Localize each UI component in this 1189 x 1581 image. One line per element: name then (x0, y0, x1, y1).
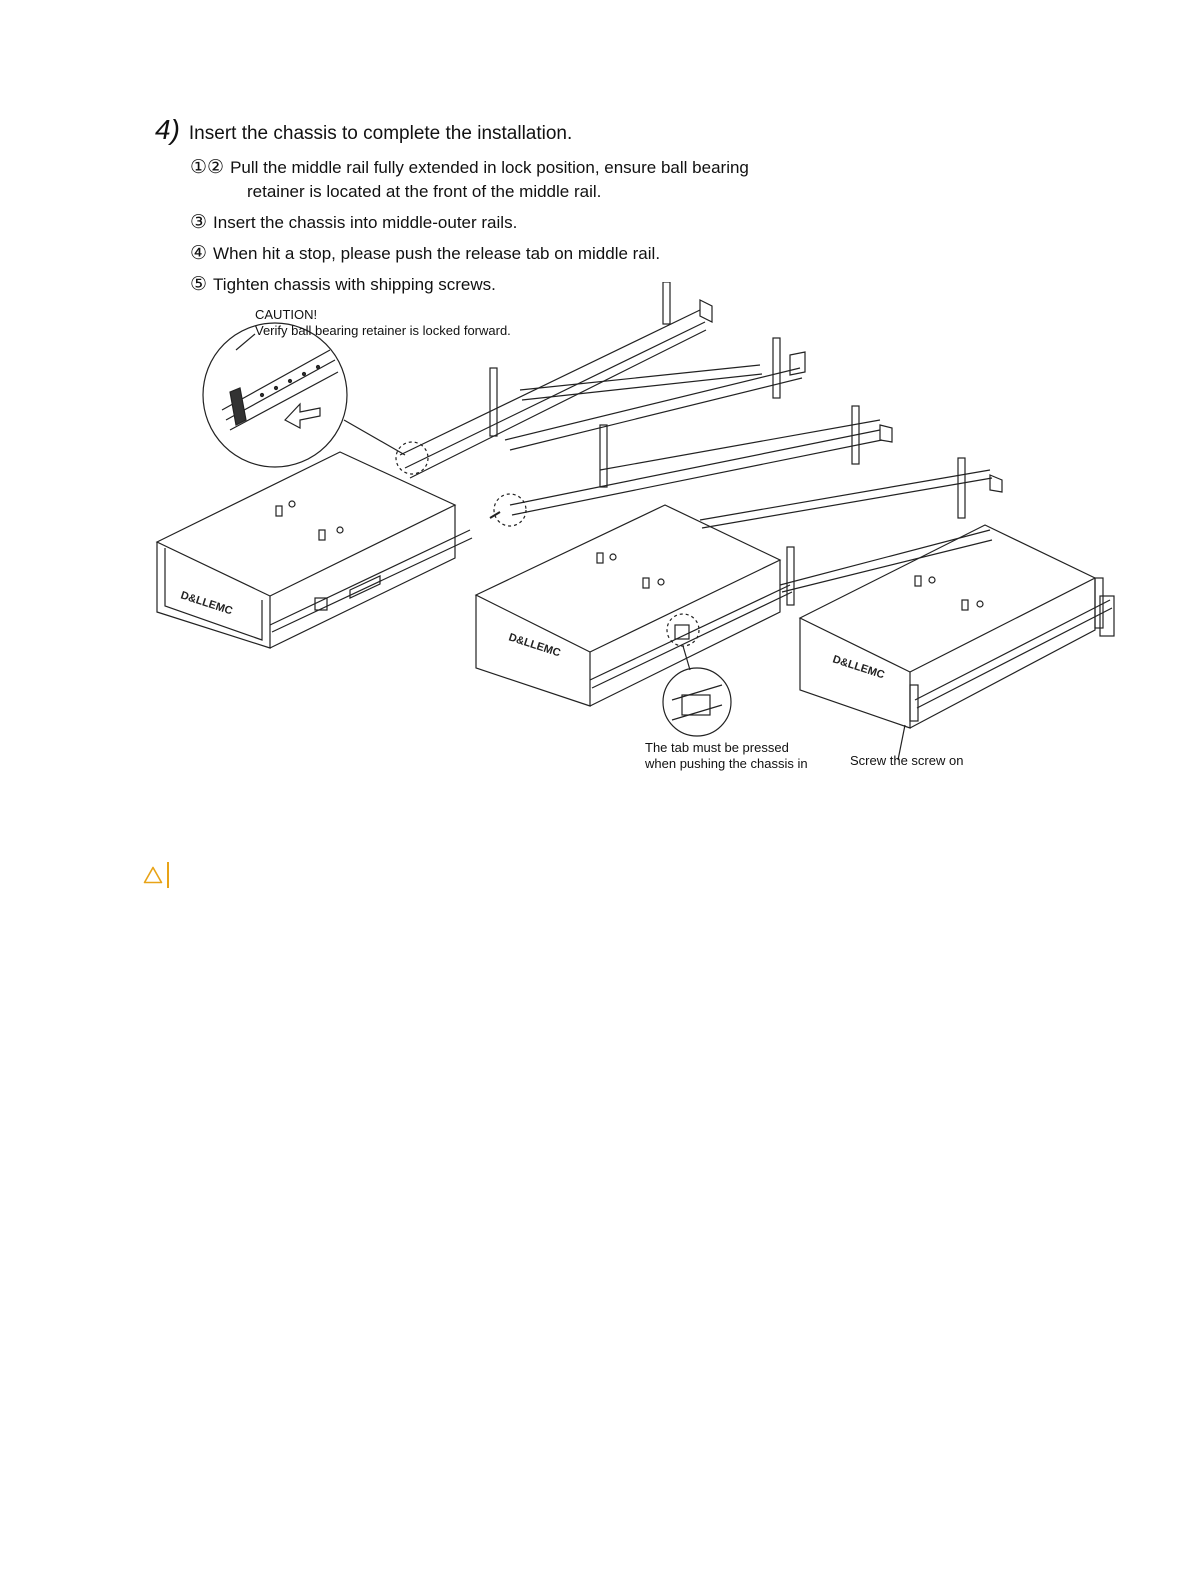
instruction-3 (190, 242, 660, 265)
step-heading (155, 114, 572, 150)
tab-magnifier (663, 646, 731, 736)
instruction-text: Tighten chassis with shipping screws. (213, 275, 496, 294)
installation-diagram (140, 282, 1140, 782)
instruction-text: Insert the chassis into middle-outer rails. (213, 213, 518, 232)
instruction-2 (190, 211, 517, 234)
magnifier-leader (344, 420, 405, 455)
brand-logo: D&LLEMC (831, 653, 886, 682)
step-number: 4) (155, 114, 180, 145)
instruction-text: When hit a stop, please push the release tab on middle rail. (213, 244, 661, 263)
instruction-marker: ①② (190, 157, 225, 178)
chassis-middle (476, 505, 792, 706)
warning-triangle-icon (143, 866, 163, 884)
caution-text: Verify ball bearing retainer is locked forward. (255, 323, 511, 338)
brand-logo: D&LLEMC (179, 589, 234, 618)
rail-assembly-middle (490, 406, 892, 526)
warning-bar (167, 862, 169, 888)
tab-note-line-2: when pushing the chassis in (645, 756, 808, 771)
screw-note: Screw the screw on (850, 753, 964, 768)
chassis-left (157, 452, 472, 648)
instruction-marker: ⑤ (190, 274, 208, 295)
chassis-right (800, 525, 1114, 760)
instruction-marker: ③ (190, 212, 208, 233)
caution-title: CAUTION! (255, 307, 318, 322)
brand-logo: D&LLEMC (507, 631, 562, 660)
instruction-marker: ④ (190, 243, 208, 264)
step-title: Insert the chassis to complete the installation. (188, 123, 573, 144)
instruction-text: Pull the middle rail fully extended in lock position, ensure ball bearing (230, 158, 749, 177)
caution-leader (236, 334, 255, 350)
caution-magnifier (203, 323, 347, 467)
rail-assembly-right (700, 458, 1002, 605)
warning-callout (143, 862, 169, 888)
instruction-1 (190, 156, 749, 179)
instruction-1-continuation: retainer is located at the front of the middle rail. (247, 182, 602, 201)
tab-note-line-1: The tab must be pressed (645, 740, 789, 755)
